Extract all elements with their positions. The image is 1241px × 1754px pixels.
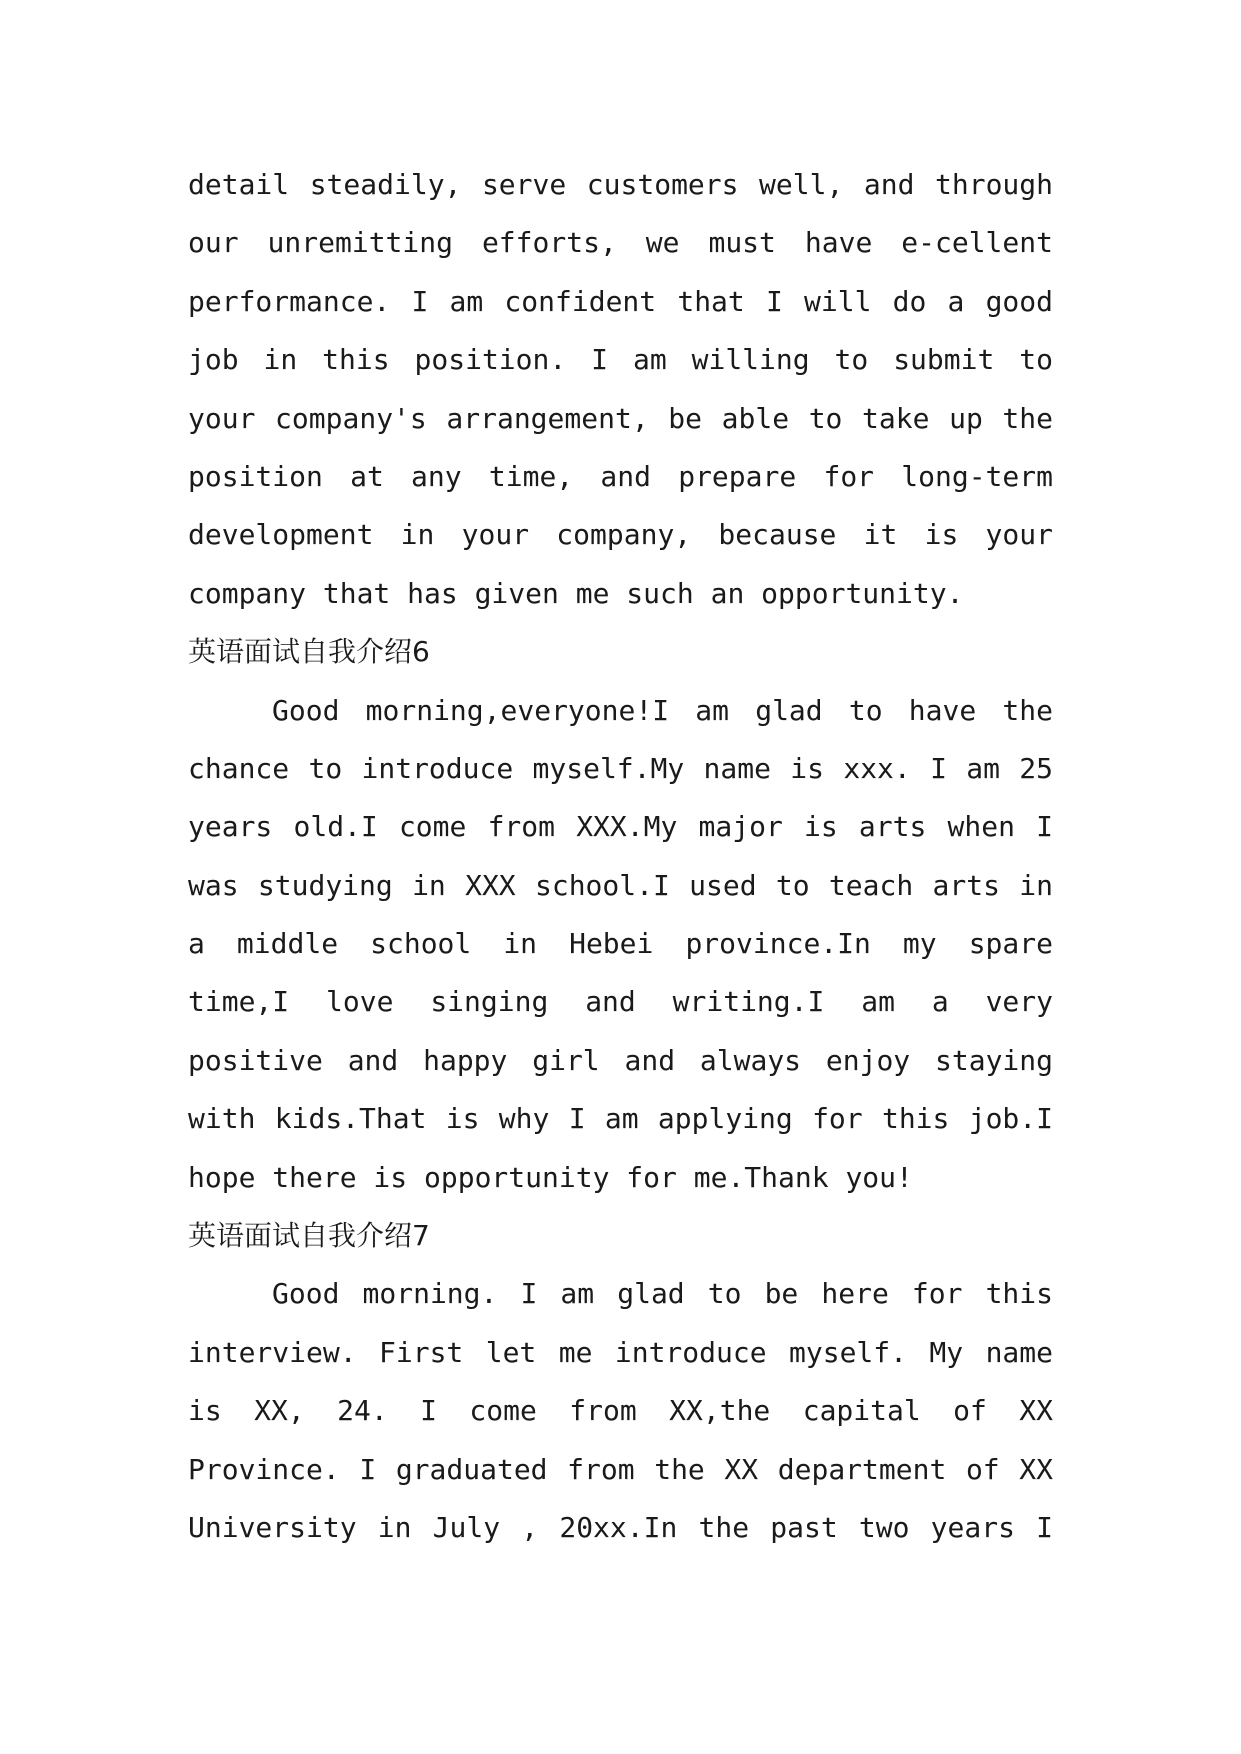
text-line: performance. I am confident that I will do a good	[188, 284, 1053, 318]
text-line: positive and happy girl and always enjoy staying	[188, 1043, 1053, 1077]
text-line: hope there is opportunity for me.Thank you!	[188, 1160, 913, 1194]
text-line: is XX, 24. I come from XX,the capital of XX	[188, 1394, 1053, 1428]
text-line: detail steadily, serve customers well, and through	[188, 168, 1053, 201]
text-line: chance to introduce myself.My name is xxx. I am 25	[188, 751, 1053, 785]
text-line: job in this position. I am willing to submit to	[188, 343, 1053, 377]
text-line: your company's arrangement, be able to take up the	[188, 401, 1053, 435]
text-line: years old.I come from XXX.My major is arts when I	[188, 810, 1053, 844]
text-line: development in your company, because it is your	[188, 518, 1053, 552]
text-line: University in July , 20xx.In the past two years I	[188, 1510, 1053, 1544]
text-line: Good morning,everyone!I am glad to have the	[272, 693, 1053, 727]
text-line: company that has given me such an opportunity.	[188, 576, 964, 610]
paragraph-continuation	[188, 156, 1053, 623]
section-heading-6: 英语面试自我介绍6	[188, 635, 430, 669]
text-line: interview. First let me introduce myself. My name	[188, 1335, 1053, 1369]
text-line: time,I love singing and writing.I am a very	[188, 985, 1053, 1019]
text-line: was studying in XXX school.I used to teach arts in	[188, 868, 1053, 902]
paragraph-introduction-6	[188, 682, 1053, 1208]
text-line: Province. I graduated from the XX department of XX	[188, 1452, 1053, 1486]
text-line: position at any time, and prepare for long-term	[188, 459, 1053, 493]
text-line: with kids.That is why I am applying for this job.I	[188, 1102, 1053, 1136]
text-line: a middle school in Hebei province.In my spare	[188, 927, 1053, 961]
document-body	[188, 156, 1053, 1557]
paragraph-introduction-7	[188, 1265, 1053, 1557]
text-line: Good morning. I am glad to be here for this	[272, 1277, 1053, 1311]
section-heading-7: 英语面试自我介绍7	[188, 1219, 430, 1253]
text-line: our unremitting efforts, we must have e-cellent	[188, 226, 1053, 260]
